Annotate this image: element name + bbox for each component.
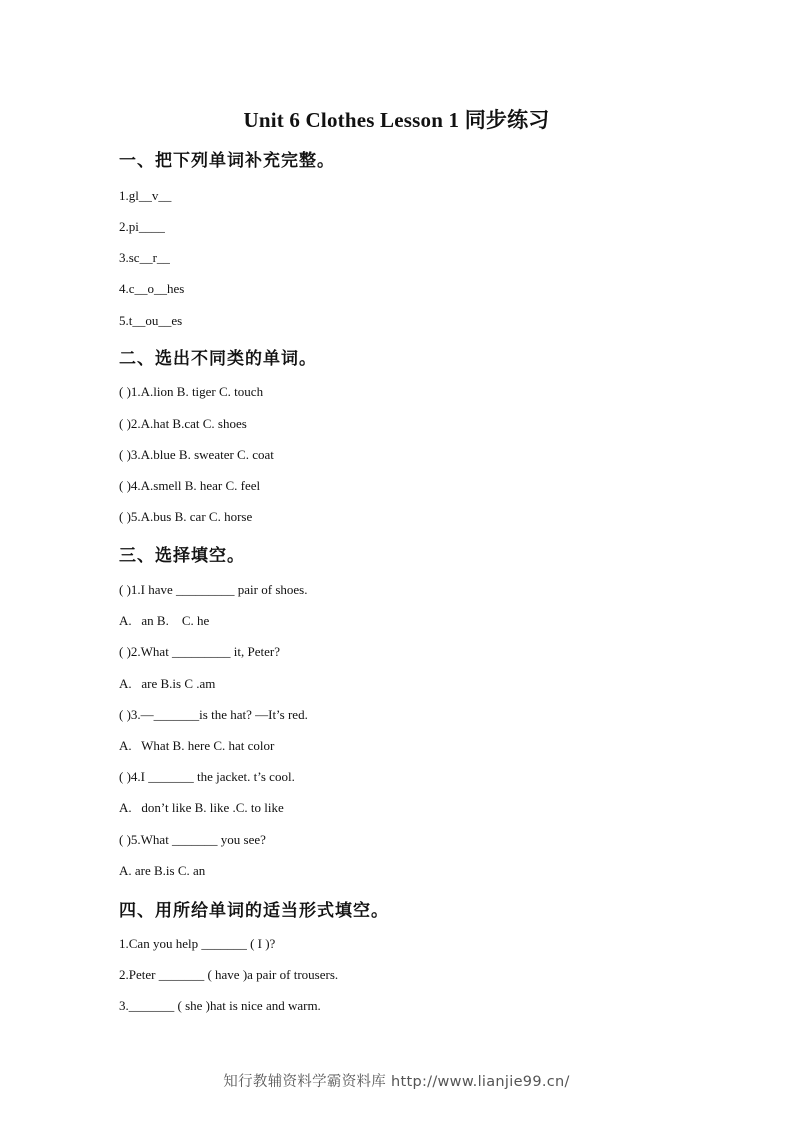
exercise-line: 2.pi____ <box>119 219 165 234</box>
exercise-line: ( )4.A.smell B. hear C. feel <box>119 478 261 493</box>
exercise-line: 3.sc__r__ <box>119 250 170 265</box>
exercise-line: A. don’t like B. like .C. to like <box>119 800 284 815</box>
page-title: Unit 6 Clothes Lesson 1 同步练习 <box>243 108 550 132</box>
exercise-line: A. an B. C. he <box>119 613 210 628</box>
exercise-line: 3._______ ( she )hat is nice and warm. <box>119 998 321 1013</box>
exercise-line: A. are B.is C. an <box>119 863 206 878</box>
footer-watermark: 知行教辅资料学霸资料库 http://www.lianjie99.cn/ <box>223 1074 570 1090</box>
exercise-line: ( )2.What _________ it, Peter? <box>119 644 281 659</box>
exercise-line: 1.Can you help _______ ( I )? <box>119 936 276 951</box>
section-heading-4: 四、用所给单词的适当形式填空。 <box>119 901 389 921</box>
exercise-line: A. are B.is C .am <box>119 676 216 691</box>
exercise-line: ( )1.A.lion B. tiger C. touch <box>119 384 264 399</box>
exercise-line: 5.t__ou__es <box>119 313 183 328</box>
section-heading-3: 三、选择填空。 <box>119 546 245 566</box>
exercise-line: 2.Peter _______ ( have )a pair of trousers. <box>119 967 339 982</box>
exercise-line: ( )3.—_______is the hat? —It’s red. <box>119 707 308 722</box>
exercise-line: ( )5.A.bus B. car C. horse <box>119 509 253 524</box>
section-heading-2: 二、选出不同类的单词。 <box>119 349 317 369</box>
exercise-line: 4.c__o__hes <box>119 281 185 296</box>
exercise-line: A. What B. here C. hat color <box>119 738 275 753</box>
exercise-line: ( )5.What _______ you see? <box>119 832 266 847</box>
exercise-line: 1.gl__v__ <box>119 188 172 203</box>
exercise-line: ( )3.A.blue B. sweater C. coat <box>119 447 274 462</box>
section-heading-1: 一、把下列单词补充完整。 <box>119 151 335 171</box>
exercise-line: ( )4.I _______ the jacket. t’s cool. <box>119 769 295 784</box>
exercise-line: ( )2.A.hat B.cat C. shoes <box>119 416 247 431</box>
exercise-line: ( )1.I have _________ pair of shoes. <box>119 582 308 597</box>
